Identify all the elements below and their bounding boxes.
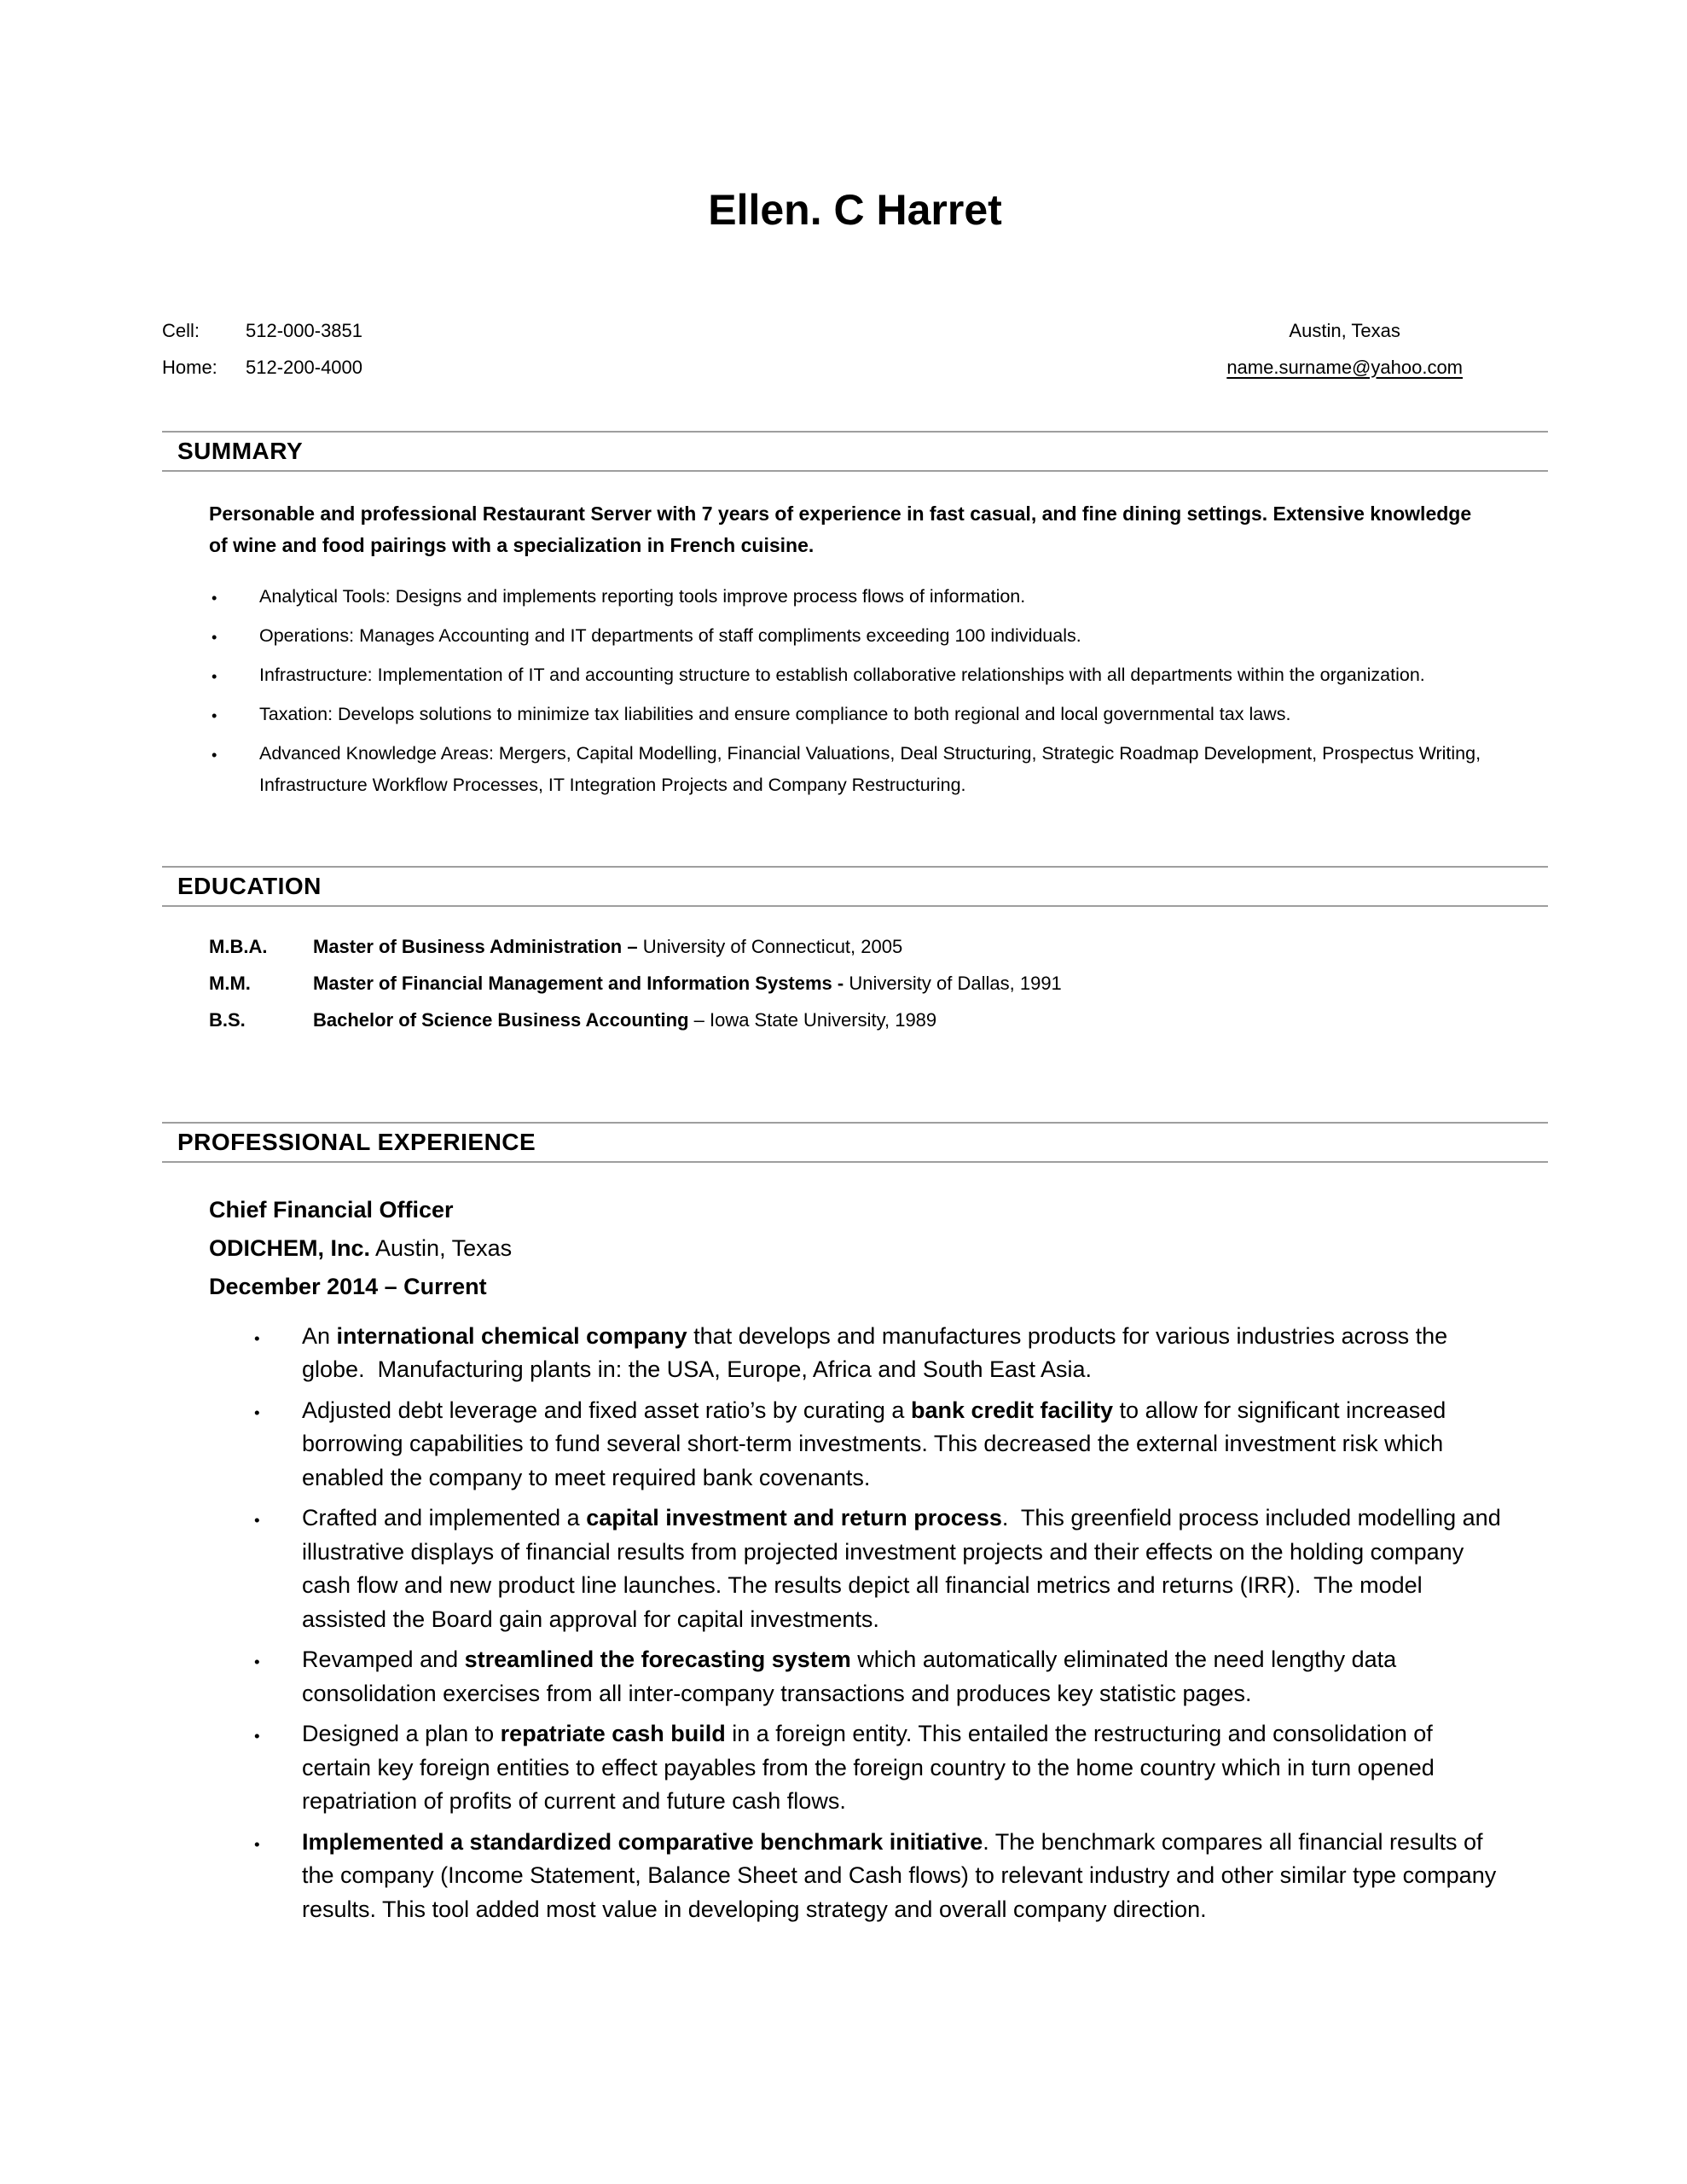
cell-label: Cell:	[162, 319, 200, 341]
education-heading: EDUCATION	[177, 872, 322, 899]
bullet-icon: •	[254, 1653, 260, 1671]
job-dates: December 2014 – Current	[209, 1273, 487, 1299]
degree-description	[313, 928, 902, 965]
contact-phones	[162, 312, 362, 386]
home-number: 512-200-4000	[246, 356, 363, 378]
degree-code: M.B.A.	[209, 935, 268, 957]
text-segment: Revamped and	[302, 1647, 465, 1672]
education-section-header	[162, 866, 1548, 907]
text-segment: to allow for significant increased borrowing capabilities to fund several short-term investments. This decreased the external investment risk which enabled the company to meet required bank covenants.	[302, 1397, 1446, 1490]
experience-bullet-text	[302, 1323, 1447, 1383]
summary-bullet-text: Advanced Knowledge Areas: Mergers, Capital Modelling, Financial Valuations, Deal Structuring, Strategic Roadmap Development, Prospectus Writing, Infrastructure Workflow Processes, IT Integration Projects and Company Restructuring.	[259, 742, 1481, 795]
contact-block	[162, 312, 1548, 386]
text-segment: Crafted and implemented a	[302, 1505, 587, 1531]
text-segment: in a foreign entity. This entailed the restructuring and consolidation of certain key foreign entities to effect payables from the foreign country to the home country which in turn opened repatriation of profits of current and future cash flows.	[302, 1721, 1435, 1814]
education-list	[209, 928, 1548, 1038]
text-segment: that develops and manufactures products for various industries across the globe. Manufacturing plants in: the USA, Europe, Africa and South East Asia.	[302, 1322, 1448, 1382]
education-row	[209, 965, 1548, 1002]
degree-description	[313, 1002, 936, 1038]
summary-bullet-item	[211, 581, 1548, 613]
text-segment: . This greenfield process included modelling and illustrative displays of financial results from projected investment projects and their effects on the holding company cash flow and new product line launches. The results depict all financial metrics and returns (IRR). The model assisted the Board gain approval for capital investments.	[302, 1505, 1501, 1632]
resume-name-title: Ellen. C Harret	[708, 186, 1002, 234]
bullet-icon: •	[212, 706, 217, 724]
bullet-icon: •	[254, 1329, 260, 1348]
summary-heading: SUMMARY	[177, 437, 304, 464]
education-row	[209, 1002, 1548, 1038]
education-row	[209, 928, 1548, 965]
text-segment: University of Connecticut, 2005	[637, 935, 903, 957]
experience-bullet-item	[253, 1643, 1548, 1711]
summary-section-header	[162, 431, 1548, 472]
email-link[interactable]: name.surname@yahoo.com	[1226, 356, 1463, 378]
text-segment: University of Dallas, 1991	[844, 972, 1062, 994]
experience-bullet-item	[253, 1320, 1548, 1387]
summary-bullet-item	[211, 620, 1548, 652]
bold-text-segment: Implemented a standardized comparative benchmark initiative	[302, 1828, 983, 1855]
experience-bullet-item	[253, 1826, 1548, 1927]
job-title: Chief Financial Officer	[209, 1196, 454, 1223]
experience-bullet-list	[253, 1320, 1548, 1927]
experience-bullet-item	[253, 1717, 1548, 1819]
experience-bullet-item	[253, 1394, 1548, 1496]
experience-bullet-item	[253, 1502, 1548, 1636]
text-segment: Adjusted debt leverage and fixed asset ratio’s by curating a	[302, 1397, 911, 1423]
bold-text-segment: Master of Business Administration –	[313, 935, 638, 957]
bullet-icon: •	[254, 1403, 260, 1422]
summary-lead-paragraph: Personable and professional Restaurant Server with 7 years of experience in fast casual, and fine dining settings. Extensive knowledge of wine and food pairings with a specialization in French cuisine.	[209, 502, 1472, 556]
bold-text-segment: international chemical company	[336, 1322, 687, 1349]
contact-home-row	[162, 349, 362, 386]
bold-text-segment: streamlined the forecasting system	[464, 1647, 851, 1672]
degree-code: M.M.	[209, 972, 251, 994]
bullet-icon: •	[212, 627, 217, 646]
experience-bullet-text	[302, 1829, 1496, 1922]
bullet-icon: •	[254, 1835, 260, 1854]
cell-number: 512-000-3851	[246, 319, 363, 341]
bold-text-segment: Bachelor of Science Business Accounting	[313, 1008, 689, 1031]
experience-bullet-text	[302, 1505, 1501, 1632]
bullet-icon: •	[212, 666, 217, 685]
summary-bullet-text: Analytical Tools: Designs and implements reporting tools improve process flows of information.	[259, 585, 1026, 607]
experience-heading: PROFESSIONAL EXPERIENCE	[177, 1128, 536, 1155]
job-location: Austin, Texas	[375, 1234, 513, 1261]
experience-section-header	[162, 1122, 1548, 1163]
bold-text-segment: bank credit facility	[910, 1397, 1114, 1423]
summary-bullet-text: Operations: Manages Accounting and IT departments of staff compliments exceeding 100 individuals.	[259, 624, 1081, 646]
summary-bullet-list	[211, 581, 1548, 801]
bullet-icon: •	[254, 1728, 260, 1745]
summary-bullet-text: Infrastructure: Implementation of IT and accounting structure to establish collaborative relationships with all departments within the organization.	[259, 664, 1425, 685]
summary-bullet-item	[211, 699, 1548, 730]
summary-bullet-item	[211, 738, 1548, 801]
experience-bullet-text	[302, 1647, 1396, 1706]
degree-code: B.S.	[209, 1008, 246, 1031]
text-segment: . The benchmark compares all financial results of the company (Income Statement, Balance Sheet and Cash flows) to relevant industry and other similar type company results. This tool added most value in developing strategy and overall company direction.	[302, 1828, 1497, 1922]
summary-bullet-item	[211, 659, 1548, 691]
experience-bullet-text	[302, 1397, 1446, 1490]
bold-text-segment: Master of Financial Management and Information Systems -	[313, 972, 844, 994]
job-company: ODICHEM, Inc.	[209, 1234, 371, 1261]
bullet-icon: •	[212, 745, 217, 764]
experience-bullet-text	[302, 1721, 1435, 1814]
job-company-line	[209, 1229, 1548, 1268]
contact-location: Austin, Texas	[1289, 319, 1400, 341]
home-label: Home:	[162, 356, 217, 378]
contact-location-email	[1226, 312, 1463, 386]
bold-text-segment: capital investment and return process	[586, 1505, 1002, 1531]
text-segment: which automatically eliminated the need lengthy data consolidation exercises from all inter-company transactions and produces key statistic pages.	[302, 1647, 1397, 1706]
text-segment: Designed a plan to	[302, 1721, 501, 1746]
degree-description	[313, 965, 1062, 1002]
bold-text-segment: repatriate cash build	[500, 1721, 726, 1746]
text-segment: An	[302, 1322, 337, 1349]
text-segment: – Iowa State University, 1989	[688, 1008, 937, 1031]
bullet-icon: •	[254, 1512, 260, 1530]
job-block	[209, 1191, 1548, 1306]
bullet-icon: •	[212, 588, 217, 607]
contact-cell-row	[162, 312, 362, 349]
summary-bullet-text: Taxation: Develops solutions to minimize tax liabilities and ensure compliance to both regional and local governmental tax laws.	[259, 703, 1291, 724]
